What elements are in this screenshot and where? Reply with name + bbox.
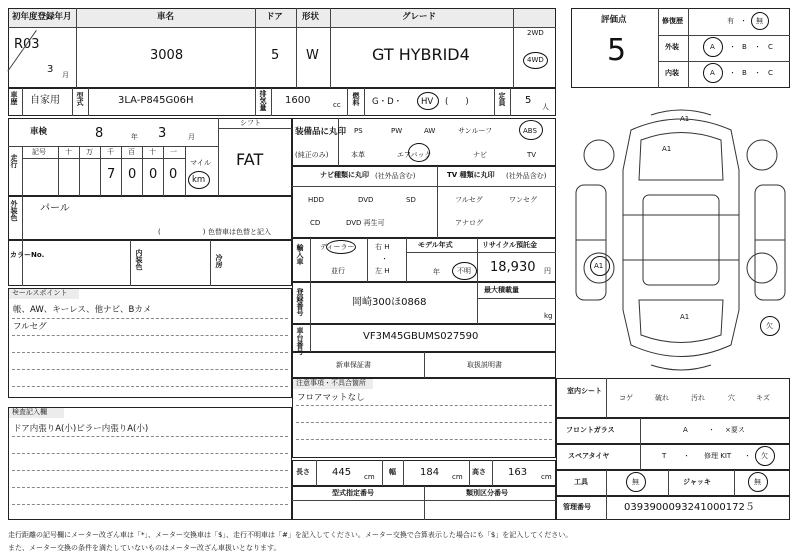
exterior-grade-c: C [768, 43, 773, 51]
model-year-unit: 年 [433, 268, 440, 276]
fuel-label: 燃料 [352, 92, 360, 106]
equip-ps: PS [354, 127, 363, 135]
tv-label: TV 種類に丸印 [447, 171, 495, 179]
spare-sep: ・ [683, 452, 690, 460]
unit-km: km [192, 175, 206, 185]
notes-value: フロアマットなし [297, 393, 365, 403]
navi-dvd-play: DVD 再生可 [346, 219, 385, 227]
grade-label: グレード [402, 12, 437, 22]
drive-4wd: 4WD [527, 56, 544, 64]
tools-label: 工具 [574, 478, 588, 486]
mileage-digit: 0 [128, 167, 137, 182]
equip-navi: ナビ [473, 151, 487, 159]
seat-scratch: キズ [756, 394, 770, 402]
equip-sunroof: サンルーフ [458, 127, 493, 135]
color-label: 外装色 [10, 200, 18, 221]
seat-box [556, 378, 790, 418]
doors-value: 5 [271, 48, 280, 63]
width-unit: cm [452, 473, 463, 481]
unit-mile: マイル [190, 159, 211, 167]
color-value: パール [40, 203, 70, 214]
exterior-grade-label: 外装 [665, 43, 679, 51]
equipment-sublabel: (純正のみ) [295, 151, 329, 159]
exterior-sep: ・ [754, 43, 761, 51]
digit-header-1e0: 一 [170, 148, 177, 156]
tv-analog: アナログ [455, 219, 483, 227]
import-left-h: 左 H [375, 267, 390, 275]
shape-label: 形状 [302, 12, 320, 22]
chassis-label: 車台番号 [296, 327, 304, 355]
windshield-x: ×要ス [725, 426, 745, 434]
equip-tv: TV [527, 151, 537, 159]
inspection-label: 車検 [30, 127, 48, 137]
height-value: 163 [508, 467, 528, 478]
import-dot: ・ [381, 255, 388, 263]
spare-none: 欠 [761, 452, 768, 460]
tools-value: 無 [632, 478, 639, 486]
color-note-paren: ( ) [158, 228, 206, 236]
width-value: 184 [420, 467, 440, 478]
shift-value: FAT [236, 150, 264, 169]
footer-line1: 走行距離の記号欄にメーター改ざん車は「*」、メーター交換車は「$」、走行不明車は「#」を記入してください。メーター交換で合算表示した場合にも「$」を記入してください。 [8, 531, 573, 539]
model-year-unknown: 不明 [457, 267, 471, 275]
score-label: 評価点 [601, 15, 627, 25]
category-label: 車歴 [10, 91, 18, 105]
digit-header-1e2: 百 [128, 148, 135, 156]
model-code-value: 3LA-P845G06H [118, 95, 194, 106]
recycle-label: リサイクル預託金 [482, 241, 538, 249]
category-value: 自家用 [30, 95, 60, 106]
mgmt-label: 管理番号 [563, 503, 591, 511]
windshield-label: フロントガラス [566, 426, 615, 434]
digit-header-sign: 記号 [32, 148, 46, 156]
spare-label: スペアタイヤ [568, 452, 610, 460]
capacity-label: 定員 [498, 92, 506, 106]
color-no-box [8, 240, 292, 286]
import-dealer: ディーラー [320, 243, 355, 251]
cold-label: 冷房 [215, 254, 223, 268]
import-right-h: 右 H [375, 243, 390, 251]
doors-label: ドア [266, 12, 283, 22]
interior-grade-a: A [710, 69, 715, 77]
sales-point-label: セールスポイント [12, 289, 68, 297]
notes-box [292, 378, 556, 458]
mileage-label: 走行 [10, 154, 18, 168]
recycle-amount: 18,930 [490, 260, 536, 275]
interior-sep: ・ [729, 69, 736, 77]
capacity-value: 5 [525, 95, 532, 106]
class-number-label: 類別区分番号 [466, 489, 508, 497]
mileage-digit: 7 [107, 167, 116, 182]
diagram-mark-a1-rear: A1 [680, 313, 690, 321]
length-unit: cm [364, 473, 375, 481]
digit-header-1e4: 万 [86, 148, 93, 156]
interior-color-label: 内装色 [135, 249, 143, 270]
fuel-options: G・D・ [372, 97, 403, 107]
footer-line2: また、メーター交換の条件を満たしていないものはメーター改ざん車扱いとなります。 [8, 544, 281, 552]
plate-value: 岡崎300ほ0868 [352, 297, 427, 308]
navi-sd: SD [406, 196, 416, 204]
mileage-digit: 0 [149, 167, 158, 182]
model-name: 3008 [150, 48, 184, 63]
height-unit: cm [541, 473, 552, 481]
spare-t: T [662, 452, 667, 460]
inspection-month: 3 [158, 126, 167, 141]
recycle-unit: 円 [544, 267, 551, 275]
color-no-label: カラーNo. [10, 251, 45, 259]
fuel-paren: ( ) [445, 97, 469, 107]
seat-stain: 汚れ [691, 394, 705, 402]
exterior-grade-b: B [742, 43, 747, 51]
navi-cd: CD [310, 219, 321, 227]
digit-header-1e5: 十 [65, 148, 72, 156]
model-year-label: モデル年式 [418, 241, 453, 249]
sales-point-line2: フルセグ [13, 322, 47, 332]
repair-no: 無 [756, 17, 763, 25]
navi-sublabel: (社外品含む) [375, 172, 416, 180]
width-label: 幅 [389, 468, 396, 476]
repair-yes: 有 [727, 17, 734, 25]
seat-hole: 穴 [728, 394, 735, 402]
warranty-manual: 取扱説明書 [467, 361, 502, 369]
first-reg-label: 初年度登録年月 [12, 12, 72, 22]
type-number-label: 型式指定番号 [332, 489, 374, 497]
usage-box [8, 88, 556, 116]
interior-grade-label: 内装 [665, 69, 679, 77]
length-value: 445 [332, 467, 352, 478]
model-name-label: 車名 [157, 12, 175, 22]
jack-label: ジャッキ [683, 478, 711, 486]
length-label: 長さ [296, 468, 310, 476]
windshield-sep: ・ [708, 426, 715, 434]
model-code-label: 型式 [76, 92, 84, 106]
equip-airbag: エアバック [397, 151, 432, 159]
repair-label: 修復歴 [662, 17, 683, 25]
mgmt-value: 0393900093241000172５ [624, 502, 755, 513]
exterior-grade-a: A [710, 43, 715, 51]
drive-2wd: 2WD [527, 29, 544, 37]
notes-label: 注意事項・不具合箇所 [296, 379, 366, 387]
max-load-unit: kg [544, 312, 553, 320]
warranty-new-car: 新車保証書 [336, 361, 371, 369]
score-value: 5 [607, 33, 627, 68]
equipment-label: 装備品に丸印 [295, 127, 347, 137]
car-damage-diagram [571, 100, 790, 375]
navi-dvd: DVD [358, 196, 374, 204]
spare-sep: ・ [744, 452, 751, 460]
repair-sep: ・ [740, 17, 747, 25]
shape-value: W [306, 48, 319, 63]
first-reg-month: 3 [47, 64, 54, 75]
displacement-label: 排気量 [259, 90, 267, 111]
exterior-sep: ・ [729, 43, 736, 51]
seat-label: 室内シート [567, 387, 602, 395]
jack-value: 無 [754, 478, 761, 486]
shift-label: シフト [240, 119, 261, 127]
capacity-unit: 人 [542, 103, 549, 111]
diagram-mark-missing: 欠 [766, 322, 773, 330]
navi-hdd: HDD [308, 196, 325, 204]
inspector-value: ドア内張りA(小)ピラー内張りA(小) [13, 424, 149, 434]
seat-tear: 破れ [655, 394, 669, 402]
chassis-value: VF3M45GBUMS027590 [363, 331, 479, 342]
interior-grade-b: B [742, 69, 747, 77]
inspection-year-unit: 年 [131, 133, 138, 141]
tv-sublabel: (社外品含む) [506, 172, 547, 180]
first-reg-month-unit: 月 [62, 71, 69, 79]
digit-header-1e3: 千 [107, 148, 114, 156]
windshield-a: A [683, 426, 688, 434]
tv-fullseg: フルセグ [455, 196, 483, 204]
diagram-mark-a1-front: A1 [680, 115, 690, 123]
height-label: 高さ [472, 468, 486, 476]
interior-grade-c: C [768, 69, 773, 77]
equip-leather: 本革 [351, 151, 365, 159]
spare-repair-kit: 修理 KIT [704, 452, 732, 460]
navi-label: ナビ種類に丸印 [320, 171, 369, 179]
color-note: 色替車は色替と記入 [208, 228, 271, 236]
fuel-hv: HV [421, 97, 434, 107]
plate-label: 登録番号 [296, 288, 304, 316]
tv-oneseg: ワンセグ [509, 196, 537, 204]
diagram-mark-a1-left: A1 [662, 145, 672, 153]
import-parallel: 並行 [331, 267, 345, 275]
interior-sep: ・ [754, 69, 761, 77]
displacement-unit: cc [333, 101, 341, 109]
inspection-year: 8 [95, 126, 104, 141]
digit-header-1e1: 十 [149, 148, 156, 156]
mileage-digit: 0 [169, 167, 178, 182]
diagram-mark-a1-side: A1 [594, 262, 604, 270]
equip-pw: PW [391, 127, 403, 135]
sales-point-line1: 帳、AW、キーレス、他ナビ、Bカメ [13, 305, 152, 315]
equip-abs: ABS [523, 127, 537, 135]
displacement-value: 1600 [285, 95, 311, 106]
seat-burn: コゲ [619, 394, 633, 402]
equip-aw: AW [424, 127, 436, 135]
max-load-label: 最大積載量 [484, 286, 519, 294]
import-label: 輸入車 [296, 244, 304, 265]
grade-value: GT HYBRID4 [372, 45, 470, 64]
inspector-label: 検査記入欄 [12, 408, 47, 416]
first-reg-era-year: R03 [14, 37, 40, 52]
inspection-month-unit: 月 [188, 133, 195, 141]
